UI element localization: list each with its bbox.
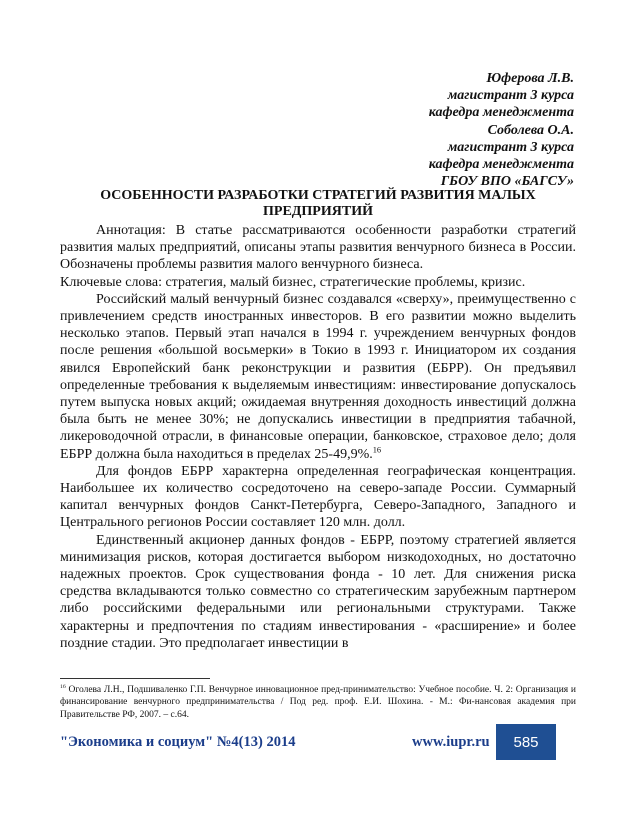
body-paragraph-1 — [60, 291, 576, 463]
author-1-position: магистрант 3 курса — [447, 88, 574, 104]
page-number-badge: 585 — [496, 724, 556, 760]
author-block — [429, 70, 574, 190]
footer-journal-title: "Экономика и социум" №4(13) 2014 — [60, 734, 296, 750]
page-footer — [0, 724, 634, 764]
author-1-department: кафедра менеджмента — [428, 105, 574, 121]
author-institution: ГБОУ ВПО «БАГСУ» — [440, 174, 574, 190]
keywords-line: Ключевые слова: стратегия, малый бизнес, стратегические проблемы, кризис. — [60, 274, 526, 290]
author-2-position: магистрант 3 курса — [447, 139, 574, 155]
author-2-name: Соболева О.А. — [487, 122, 574, 138]
footnote-reference: 16 — [372, 444, 382, 454]
footer-website-link[interactable]: www.iupr.ru — [412, 734, 490, 750]
author-1-name: Юферова Л.В. — [486, 71, 574, 86]
author-2-department: кафедра менеджмента — [428, 157, 574, 173]
article-body — [60, 222, 576, 652]
body-paragraph-1-text: Российский малый венчурный бизнес создавался «сверху», преимущественно с привлечением средств иностранных инвесторов. В его развитии можно выделить несколько этапов. Первый этап начался в 1994 г. учреждением венчурных фондов после решения «большой восьмерки» в Токио в 1993 г. Инициатором их создания явился Европейский банк реконструкции и развития (ЕБРР). Он предъявил определенные требования к выделяемым инвестициям: инвестирование допускалось путем выпуска новых акций; ожидаемая внутренняя доходность инвестиций должна была быть не менее 30%; не допускались инвестиции в предприятия табачной, ликероводочной отрасли, в финансовые операции, банковское, страховое дело; доля ЕБРР должна была находиться в пределах 25-49,9%. — [60, 291, 576, 462]
annotation-paragraph: Аннотация: В статье рассматриваются особенности разработки стратегий развития малых предприятий, описаны этапы развития венчурного бизнеса в России. Обозначены проблемы развития малого венчурного бизнеса. — [60, 223, 576, 273]
footnote-number: 16 — [60, 683, 66, 690]
footnote — [60, 684, 576, 721]
footnote-divider — [60, 678, 210, 679]
body-paragraph-3: Единственный акционер данных фондов - ЕБРР, поэтому стратегией является минимизация рисков, которая достигается выбором низкодоходных, но достаточно надежных проектов. Срок существования фонда - 10 лет. Для снижения риска средства вкладываются только совместно со стратегическим зарубежным партнером либо российскими федеральными или региональными структурами. Также характерны и предпочтения по стадиям инвестирования - «расширение» и более поздние стадии. Это предполагает инвестиции в — [60, 532, 576, 651]
body-paragraph-2: Для фондов ЕБРР характерна определенная географическая концентрация. Наибольшее их количество сосредоточено на северо-западе России. Суммарный капитал венчурных фондов Санкт-Петербурга, Северо-Западного, Западного и Центрального регионов России составляет 120 млн. долл. — [60, 463, 576, 531]
article-title: ОСОБЕННОСТИ РАЗРАБОТКИ СТРАТЕГИЙ РАЗВИТИЯ МАЛЫХ ПРЕДПРИЯТИЙ — [100, 188, 536, 219]
footnote-text: Оголева Л.Н., Подшиваленко Г.П. Венчурное инновационное пред-принимательство: Учебное пособие. Ч. 2: Организация и финансирование венчурного предпринимательства / Под ред. проф. Е.И. Шохина. - М.: Фи-нансовая академия при Правительстве РФ, 2007. – с.64. — [60, 685, 576, 720]
